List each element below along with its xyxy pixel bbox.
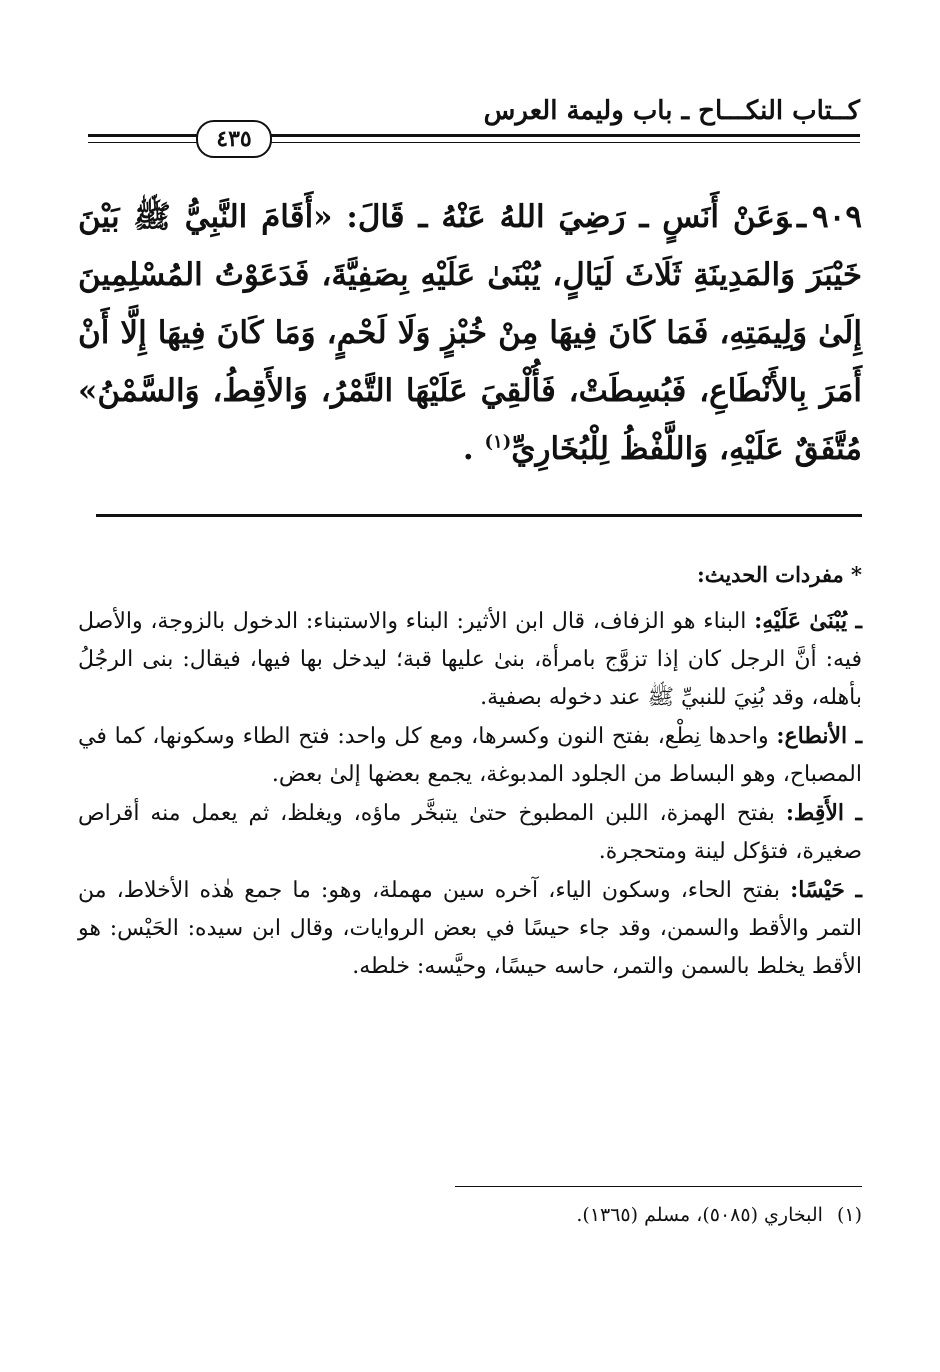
- vocabulary-title: * مفردات الحديث:: [696, 562, 862, 587]
- footnote-rule: [455, 1186, 862, 1187]
- section-divider: [96, 514, 862, 517]
- page-number: ٤٣٥: [196, 120, 272, 158]
- hadith-number: ٩٠٩: [812, 199, 862, 235]
- footnote: [576, 1204, 862, 1226]
- vocabulary-definition: بفتح الحاء، وسكون الياء، آخره سين مهملة، وهو: ما جمع هٰذه الأخلاط، من التمر والأقط والسمن، وقد جاء حيسًا في بعض الروايات، وقال ابن سيده: الحَيْس: هو الأقط يخلط بالسمن والتمر، حاسه حيسًا، وحيَّسه: خلطه.: [78, 878, 862, 979]
- footnote-reference: (١): [484, 431, 512, 453]
- vocabulary-definition: البناء هو الزفاف، قال ابن الأثير: البناء والاستبناء: الدخول بالزوجة، والأصل فيه: أنَّ الرجل كان إذا تزوَّج بامرأة، بنىٰ عليها قبة؛ ليدخل بها فيها، فيقال: بنى الرجُلُ بأهله، وقد بُنِيَ للنبيِّ ﷺ عند دخوله بصفية.: [78, 609, 862, 710]
- vocabulary-entry: [78, 871, 862, 986]
- vocabulary-entry: [78, 717, 862, 794]
- vocabulary-entry: [78, 794, 862, 871]
- footnote-text: البخاري (٥٠٨٥)، مسلم (١٣٦٥).: [576, 1204, 823, 1226]
- hadith-text-block: [78, 188, 862, 478]
- vocabulary-list: [78, 602, 862, 986]
- hadith-separator: ـ: [796, 199, 807, 235]
- vocabulary-term: ـ الأنطاع:: [776, 723, 863, 749]
- hadith-body: وَعَنْ أَنَسٍ ـ رَضِيَ اللهُ عَنْهُ ـ قَالَ: «أَقَامَ النَّبِيُّ ﷺ بَيْنَ خَيْبَرَ وَالمَدِينَةِ ثَلَاثَ لَيَالٍ، يُبْنَىٰ عَلَيْهِ بِصَفِيَّةَ، فَدَعَوْتُ المُسْلِمِينَ إِلَىٰ وَلِيمَتِهِ، فَمَا كَانَ فِيهَا مِنْ خُبْزٍ وَلَا لَحْمٍ، وَمَا كَانَ فِيهَا إِلَّا أَنْ أَمَرَ بِالأَنْطَاعِ، فَبُسِطَتْ، فَأُلْقِيَ عَلَيْهَا التَّمْرُ، وَالأَقِطُ، وَالسَّمْنُ» مُتَّفَقٌ عَلَيْهِ، وَاللَّفْظُ لِلْبُخَارِيِّ: [78, 199, 862, 467]
- vocabulary-definition: واحدها نِطْع، بفتح النون وكسرها، ومع كل واحد: فتح الطاء وسكونها، كما في المصباح، وهو البساط من الجلود المدبوغة، يجمع بعضها إلىٰ بعض.: [78, 724, 862, 787]
- vocabulary-term: ـ يُبْنَىٰ عَلَيْهِ:: [754, 608, 862, 634]
- vocabulary-entry: [78, 602, 862, 717]
- vocabulary-term: ـ الأَقِط:: [785, 800, 862, 826]
- vocabulary-term: ـ حَيْسًا:: [790, 877, 862, 903]
- running-title: كــتاب النكـــاح ـ باب وليمة العرس: [483, 96, 860, 126]
- hadith-end-mark: .: [462, 431, 474, 467]
- footnote-number: (١): [836, 1204, 862, 1226]
- vocabulary-definition: بفتح الهمزة، اللبن المطبوخ حتىٰ يتبخَّر ماؤه، ويغلظ، ثم يعمل منه أقراص صغيرة، فتؤكل لينة ومتحجرة.: [78, 801, 862, 864]
